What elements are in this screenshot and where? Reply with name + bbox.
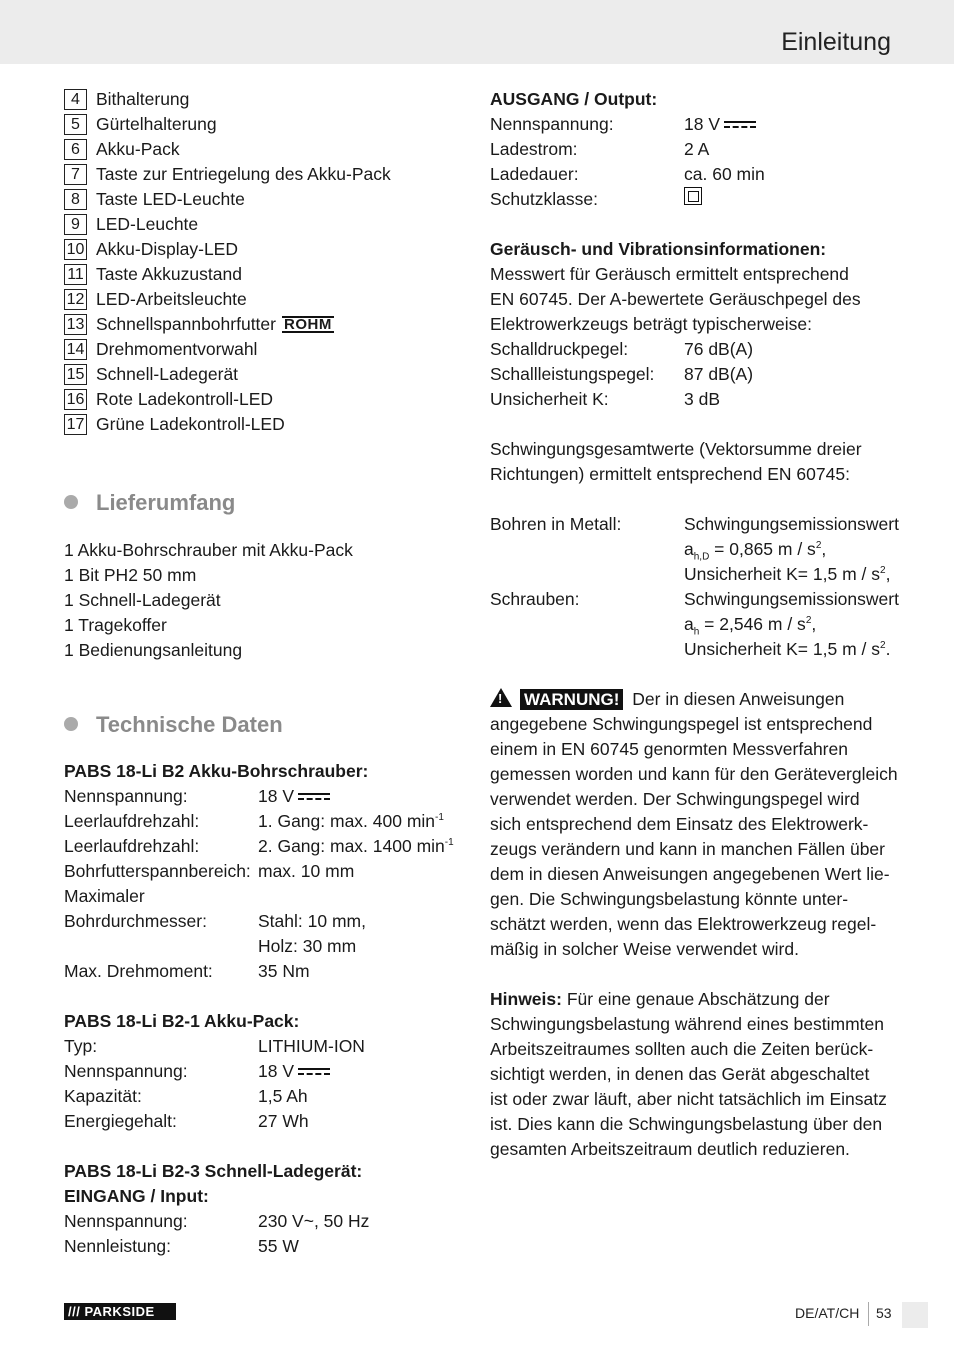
drill-title: PABS 18-Li B2 Akku-Bohrschrauber:: [64, 761, 369, 781]
spec-row: [64, 884, 464, 909]
parts-list: [64, 87, 464, 437]
warning-label: WARNUNG!: [520, 689, 623, 710]
value-text: 1. Gang: max. 400 min: [258, 811, 436, 831]
part-number: 15: [64, 364, 87, 385]
warning-block: [490, 687, 900, 962]
value-text: 18 V: [258, 786, 294, 806]
spec-row: [64, 809, 464, 834]
part-label: Akku-Pack: [96, 139, 180, 159]
spec-label: Nennspannung:: [64, 1061, 188, 1081]
warning-text: schätzt werden, wenn das Elektrowerkzeug regel-: [490, 914, 877, 934]
charger-title: PABS 18-Li B2-3 Schnell-Ladegerät:: [64, 1161, 363, 1181]
left-column: [64, 87, 464, 1259]
part-label: Taste LED-Leuchte: [96, 189, 245, 209]
vibration-intro: Schwingungsgesamtwerte (Vektorsumme dreier: [490, 439, 862, 459]
part-number: 17: [64, 414, 87, 435]
list-item: [64, 262, 464, 287]
spec-value: 230 V~, 50 Hz: [258, 1211, 370, 1231]
spec-row: [490, 112, 900, 137]
hint-text: Schwingungsbelastung während eines bestimmten: [490, 1014, 884, 1034]
spec-value: Schwingungsemissionswert: [684, 514, 899, 534]
list-item: 1 Schnell-Ladegerät: [64, 590, 221, 610]
part-number: 11: [64, 264, 87, 285]
spec-label: Schalldruckpegel:: [490, 339, 629, 359]
spec-label: Nennspannung:: [64, 1211, 188, 1231]
heading-text: Technische Daten: [96, 711, 283, 737]
spec-row: [490, 387, 900, 412]
list-item: [64, 87, 464, 112]
list-item: [64, 387, 464, 412]
spec-value: 1,5 Ah: [258, 1086, 308, 1106]
list-item: [64, 187, 464, 212]
spec-value: Holz: 30 mm: [258, 936, 357, 956]
subscript: h,D: [693, 551, 710, 563]
spec-label: Schallleistungspegel:: [490, 364, 655, 384]
spec-value: 3 dB: [684, 389, 720, 409]
spec-label: Unsicherheit K:: [490, 389, 609, 409]
warning-text: sich entsprechend dem Einsatz des Elektrowerk-: [490, 814, 869, 834]
input-title: EINGANG / Input:: [64, 1186, 209, 1206]
spec-value: 35 Nm: [258, 961, 310, 981]
part-label: Gürtelhalterung: [96, 114, 217, 134]
warning-text: Der in diesen Anweisungen: [627, 689, 845, 709]
spec-row: [64, 934, 464, 959]
superscript: 2: [880, 565, 886, 577]
spec-value: [258, 809, 444, 834]
dc-symbol-icon: [724, 120, 756, 130]
part-number: 5: [64, 114, 87, 135]
spec-row: [490, 362, 900, 387]
section-heading-tech: [64, 709, 464, 739]
spec-row: [64, 1209, 464, 1234]
spec-value: Unsicherheit K= 1,5 m / $s^2$,: [684, 564, 891, 584]
spec-row: [64, 1034, 464, 1059]
section-heading-delivery: [64, 487, 464, 517]
list-item: [64, 362, 464, 387]
value-text: 18 V: [684, 114, 720, 134]
spec-label: Leerlaufdrehzahl:: [64, 836, 200, 856]
part-label: Taste zur Entriegelung des Akku-Pack: [96, 164, 391, 184]
spec-value: Stahl: 10 mm,: [258, 911, 366, 931]
spec-label: Schutzklasse:: [490, 189, 598, 209]
spec-row: [64, 1084, 464, 1109]
spec-value: 87 dB(A): [684, 364, 754, 384]
part-label: Rote Ladekontroll-LED: [96, 389, 274, 409]
part-label: LED-Arbeitsleuchte: [96, 289, 247, 309]
hint-block: [490, 987, 900, 1162]
spec-value: LITHIUM-ION: [258, 1036, 365, 1056]
spec-label: Max. Drehmoment:: [64, 961, 213, 981]
spec-row: [64, 1109, 464, 1134]
spec-row: [490, 612, 900, 637]
hint-text: ist oder zwar läuft, aber nicht tatsächlich im Einsatz: [490, 1089, 887, 1109]
part-label: Taste Akkuzustand: [96, 264, 242, 284]
unit-superscript: -1: [435, 812, 444, 824]
value-text: = 2,546 m / s: [699, 614, 806, 634]
delivery-list: [64, 538, 464, 663]
part-label: Akku-Display-LED: [96, 239, 238, 259]
spec-label: Nennspannung:: [64, 786, 188, 806]
value-text: 2. Gang: max. 1400 min: [258, 836, 445, 856]
spec-value: 27 Wh: [258, 1111, 309, 1131]
value-text: a: [684, 539, 694, 559]
spec-label: Maximaler: [64, 886, 145, 906]
spec-value: [258, 834, 454, 859]
list-item: [64, 112, 464, 137]
spec-row: [490, 637, 900, 662]
right-column: [490, 87, 900, 1162]
hint-label: Hinweis:: [490, 989, 562, 1009]
spec-row: [64, 834, 464, 859]
part-number: 9: [64, 214, 87, 235]
page-header: [0, 0, 954, 64]
part-number: 6: [64, 139, 87, 160]
spec-value: [258, 784, 330, 809]
spec-value: 55 W: [258, 1236, 299, 1256]
part-label: LED-Leuchte: [96, 214, 199, 234]
protection-class-ii-icon: [684, 187, 702, 205]
part-label: Grüne Ladekontroll-LED: [96, 414, 285, 434]
heading-text: Lieferumfang: [96, 489, 236, 515]
list-item: [64, 137, 464, 162]
warning-text: angegebene Schwingungspegel ist entsprechend: [490, 714, 873, 734]
spec-row: [490, 337, 900, 362]
spec-value: ca. 60 min: [684, 164, 765, 184]
noise-intro: Elektrowerkzeugs beträgt typischerweise:: [490, 314, 812, 334]
warning-text: einem in EN 60745 genormten Messverfahren: [490, 739, 848, 759]
footer-region: DE/AT/CH: [795, 1305, 860, 1321]
spec-label: Ladestrom:: [490, 139, 578, 159]
warning-text: gen. Die Schwingungsbelastung könnte unter-: [490, 889, 849, 909]
value-text: a: [684, 614, 694, 634]
spec-value: $a_{h,D} = 0,865$ m / $s^2$,: [684, 539, 827, 563]
spec-row: [64, 959, 464, 984]
rohm-logo: RÖHM: [283, 316, 332, 333]
part-number: 7: [64, 164, 87, 185]
spec-row: [490, 512, 900, 537]
spec-row: [64, 909, 464, 934]
warning-triangle-icon: [490, 688, 512, 707]
spec-row: [64, 1059, 464, 1084]
spec-value: [684, 112, 756, 137]
parkside-logo: /// PARKSIDE: [64, 1303, 176, 1320]
list-item: 1 Tragekoffer: [64, 615, 167, 635]
spec-row: [490, 537, 900, 562]
noise-intro: Messwert für Geräusch ermittelt entsprechend: [490, 264, 849, 284]
list-item: [64, 337, 464, 362]
part-number: 12: [64, 289, 87, 310]
spec-label: Bohren in Metall:: [490, 514, 622, 534]
spec-row: [64, 1234, 464, 1259]
warning-text: verwendet werden. Der Schwingungspegel wird: [490, 789, 860, 809]
spec-value: 76 dB(A): [684, 339, 754, 359]
value-text: Unsicherheit K= 1,5 m / s: [684, 564, 880, 584]
spec-label: Nennspannung:: [490, 114, 614, 134]
hint-text: Für eine genaue Abschätzung der: [561, 989, 830, 1009]
spec-value: Unsicherheit K= 1,5 m / $s^2$.: [684, 639, 891, 659]
list-item: 1 Akku-Bohrschrauber mit Akku-Pack: [64, 540, 353, 560]
spec-value: max. 10 mm: [258, 861, 355, 881]
list-item: [64, 162, 464, 187]
subscript: h: [693, 626, 700, 638]
spec-label: Typ:: [64, 1036, 98, 1056]
noise-title: Geräusch- und Vibrationsinformationen:: [490, 239, 827, 259]
spec-row: [490, 587, 900, 612]
part-number: 10: [64, 239, 87, 260]
footer-divider: [868, 1302, 869, 1326]
part-number: 13: [64, 314, 87, 335]
output-title: AUSGANG / Output:: [490, 89, 658, 109]
bullet-icon: [64, 717, 78, 731]
spec-label: Kapazität:: [64, 1086, 142, 1106]
part-label: Schnell-Ladegerät: [96, 364, 239, 384]
list-item: [64, 287, 464, 312]
superscript: 2: [805, 615, 812, 627]
list-item: [64, 237, 464, 262]
part-number: 16: [64, 389, 87, 410]
spec-value: Schwingungsemissionswert: [684, 589, 899, 609]
warning-text: gemessen worden und kann für den Gerätevergleich: [490, 764, 898, 784]
list-item: [64, 412, 464, 437]
part-number: 8: [64, 189, 87, 210]
footer-tab: [902, 1302, 928, 1328]
spec-row: [490, 562, 900, 587]
spec-label: Ladedauer:: [490, 164, 579, 184]
spec-row: [490, 187, 900, 212]
hint-text: ist. Dies kann die Schwingungsbelastung über den: [490, 1114, 883, 1134]
value-text: = 0,865 m / s: [709, 539, 816, 559]
pack-title: PABS 18-Li B2-1 Akku-Pack:: [64, 1011, 300, 1031]
value-text: 18 V: [258, 1061, 294, 1081]
part-number: 4: [64, 89, 87, 110]
spec-label: Leerlaufdrehzahl:: [64, 811, 200, 831]
list-item: 1 Bit PH2 50 mm: [64, 565, 197, 585]
page-title: Einleitung: [781, 28, 891, 56]
spec-label: Energiegehalt:: [64, 1111, 177, 1131]
list-item: [64, 212, 464, 237]
spec-label: Bohrdurchmesser:: [64, 911, 207, 931]
warning-text: mäßig in solcher Weise verwendet wird.: [490, 939, 799, 959]
part-label: Bithalterung: [96, 89, 190, 109]
part-label: Drehmomentvorwahl: [96, 339, 258, 359]
value-text: Unsicherheit K= 1,5 m / s: [684, 639, 880, 659]
list-item: [64, 312, 464, 337]
spec-label: Schrauben:: [490, 589, 580, 609]
superscript: 2: [880, 640, 886, 652]
spec-row: [490, 162, 900, 187]
part-label: Schnellspannbohrfutter: [96, 314, 276, 334]
vibration-intro: Richtungen) ermittelt entsprechend EN 60745:: [490, 464, 850, 484]
noise-intro: EN 60745. Der A-bewertete Geräuschpegel des: [490, 289, 861, 309]
warning-text: dem in diesen Anweisungen angegebenen Wert lie-: [490, 864, 890, 884]
spec-value: [258, 1059, 330, 1084]
spec-label: Nennleistung:: [64, 1236, 172, 1256]
page-number: 53: [876, 1305, 892, 1321]
dc-symbol-icon: [298, 1067, 330, 1077]
list-item: 1 Bedienungsanleitung: [64, 640, 243, 660]
spec-label: Bohrfutterspannbereich:: [64, 861, 251, 881]
warning-text: zeugs verändern und kann in manchen Fällen über: [490, 839, 885, 859]
hint-text: gesamten Arbeitszeitraum deutlich reduzieren.: [490, 1139, 850, 1159]
unit-superscript: -1: [444, 837, 454, 849]
spec-row: [490, 137, 900, 162]
spec-value: 2 A: [684, 139, 710, 159]
superscript: 2: [815, 540, 822, 552]
part-number: 14: [64, 339, 87, 360]
hint-text: Arbeitszeitraumes sollten auch die Zeiten berück-: [490, 1039, 874, 1059]
spec-value: $a_h = 2,546$ m / $s^2$,: [684, 614, 817, 638]
bullet-icon: [64, 495, 78, 509]
dc-symbol-icon: [298, 792, 330, 802]
spec-row: [64, 784, 464, 809]
spec-row: [64, 859, 464, 884]
hint-text: sichtigt werden, in denen das Gerät abgeschaltet: [490, 1064, 870, 1084]
